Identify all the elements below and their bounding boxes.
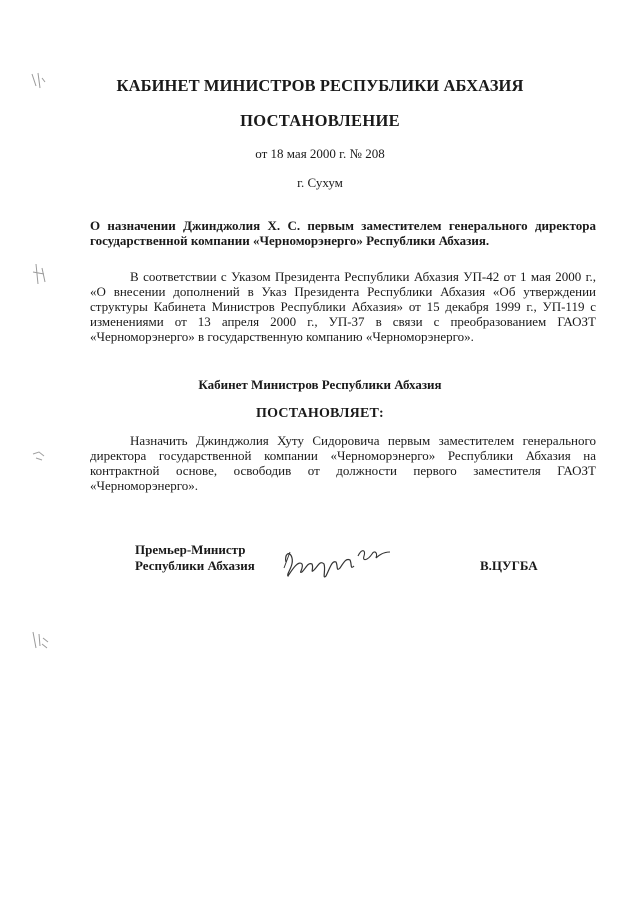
signatory-title [135,542,255,574]
scan-mark-icon [30,628,52,652]
document-type: ПОСТАНОВЛЕНИЕ [240,111,400,130]
scan-mark-icon [30,262,50,288]
decision-paragraph: Назначить Джинджолия Хуту Сидоровича первым заместителем генерального директора государственной компании «Черноморэнерго» Республики Абхазия на контрактной основе, освободив от должности первого заместителя ГАОЗТ «Черноморэнерго». [90,433,596,493]
signatory-name: В.ЦУГБА [480,558,538,573]
authority-heading: Кабинет Министров Республики Абхазия [198,377,442,392]
organization-title: КАБИНЕТ МИНИСТРОВ РЕСПУБЛИКИ АБХАЗИЯ [116,76,524,95]
resolves-heading: ПОСТАНОВЛЯЕТ: [256,406,384,421]
preamble-paragraph: В соответствии с Указом Президента Республики Абхазия УП-42 от 1 мая 2000 г., «О внесении дополнений в Указ Президента Республики Абхазия «Об утверждении структуры Кабинета Министров Республики Абхазия» от 15 декабря 1999 г., УП-119 с изменениями от 13 апреля 2000 г., УП-37 в связи с преобразованием ГАОЗТ «Черноморэнерго» в государственную компанию «Черноморэнерго». [90,269,596,344]
scan-mark-icon [30,446,48,464]
signatory-title-line1: Премьер-Министр [135,542,246,557]
signatory-title-line2: Республики Абхазия [135,558,255,573]
subject: О назначении Джинджолия Х. С. первым заместителем генерального директора государственной компании «Черноморэнерго» Республики Абхазия. [90,218,596,248]
date-and-number: от 18 мая 2000 г. № 208 [255,146,385,161]
city: г. Сухум [297,175,343,190]
handwritten-signature-icon [280,540,400,585]
